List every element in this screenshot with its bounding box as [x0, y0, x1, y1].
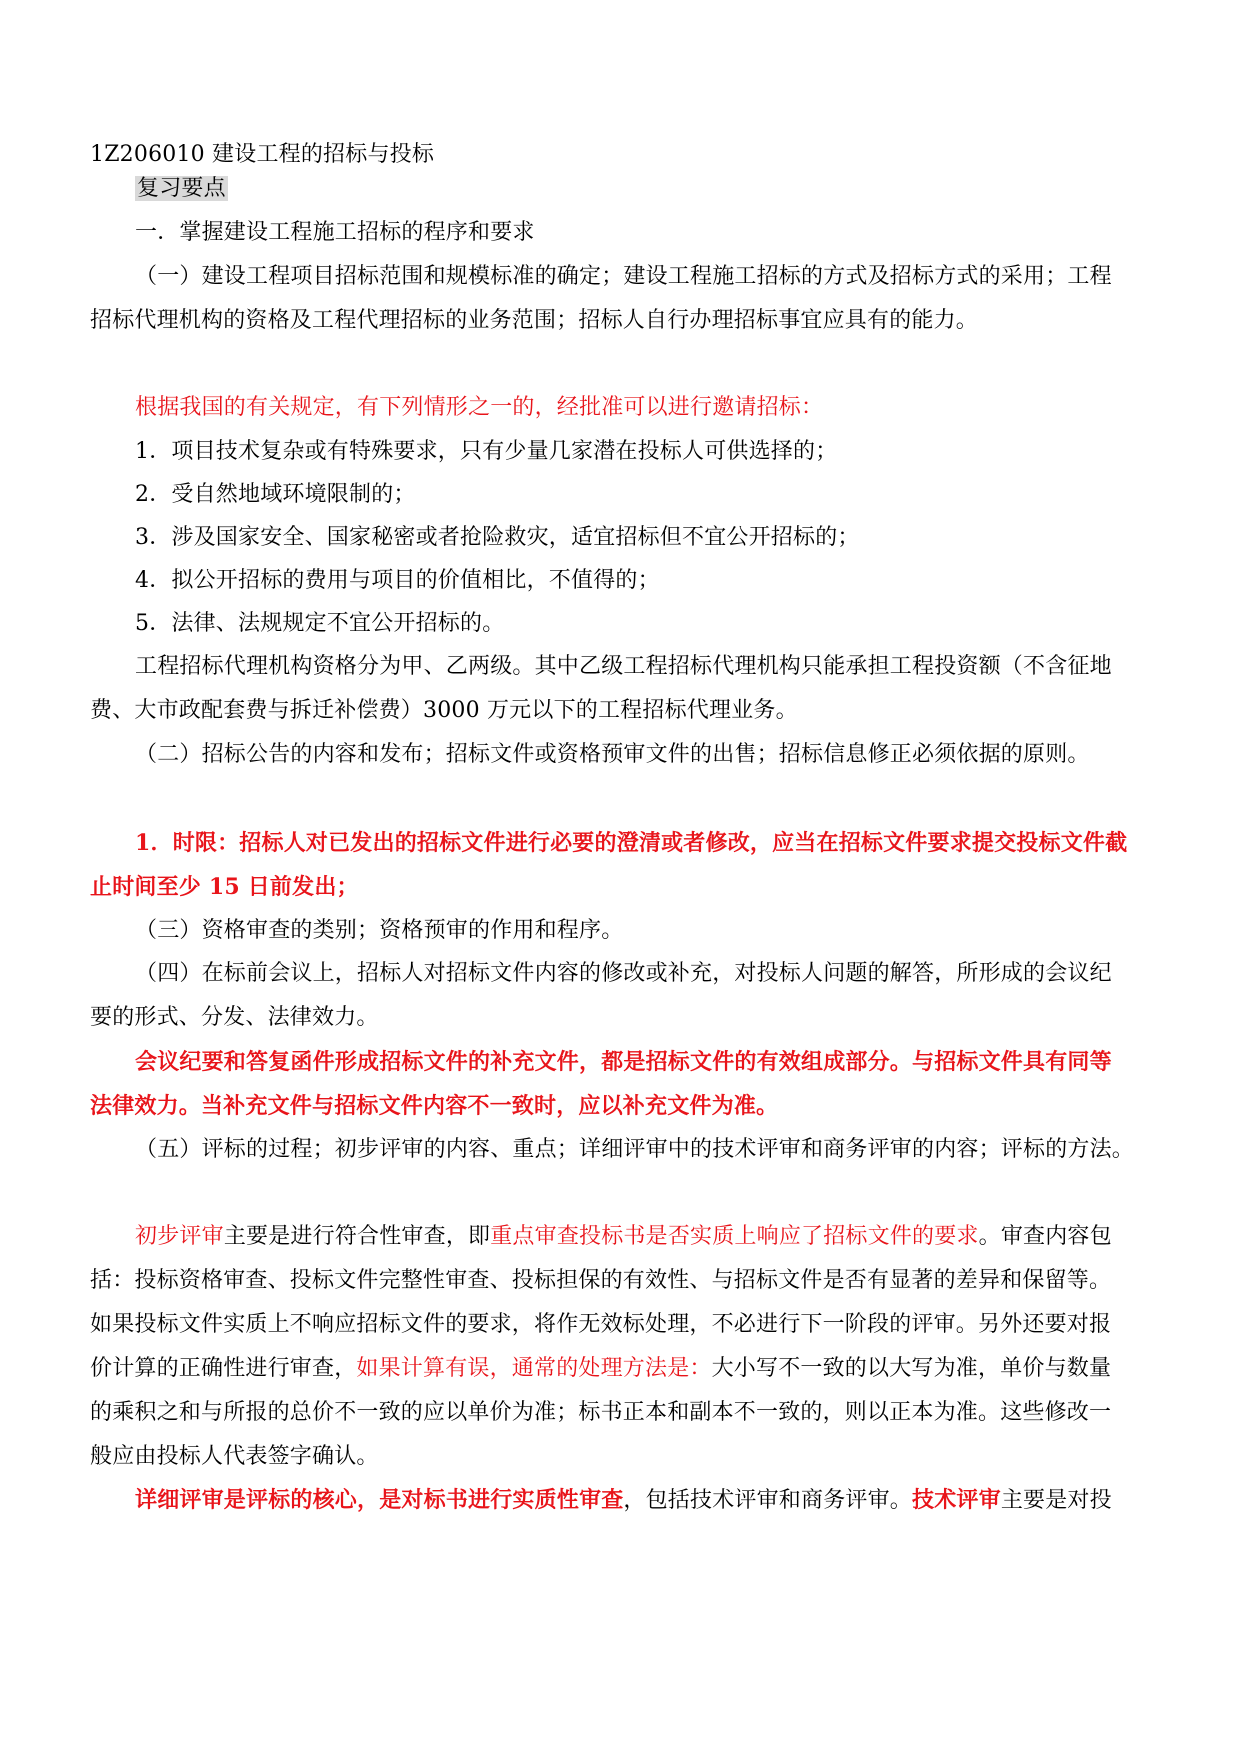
prelim-term: 初步评审 — [135, 1224, 224, 1249]
item-3: （三）资格审查的类别；资格预审的作用和程序。 — [135, 918, 624, 943]
list-item-3: 3．涉及国家安全、国家秘密或者抢险救灾，适宜招标但不宜公开招标的； — [135, 525, 860, 550]
prelim-text-3: 价计算的正确性进行审查， — [90, 1356, 357, 1381]
detail-text-1: ，包括技术评审和商务评审。 — [623, 1488, 913, 1513]
item-1-line-1: （一）建设工程项目招标范围和规模标准的确定；建设工程施工招标的方式及招标方式的采用；工程 — [135, 264, 1112, 289]
list-item-1: 1．项目技术复杂或有特殊要求，只有少量几家潜在投标人可供选择的； — [135, 439, 838, 464]
prelim-text-2: 。审查内容包 — [978, 1224, 1112, 1249]
item-1-line-2: 招标代理机构的资格及工程代理招标的业务范围；招标人自行办理招标事宜应具有的能力。 — [90, 308, 979, 333]
item-4-line-2: 要的形式、分发、法律效力。 — [90, 1005, 379, 1030]
prelim-text-1: 主要是进行符合性审查，即 — [223, 1224, 491, 1249]
review-points-line — [135, 174, 228, 204]
list-item-4: 4．拟公开招标的费用与项目的价值相比，不值得的； — [135, 568, 660, 593]
prelim-text-4: 大小写不一致的以大写为准，单价与数量 — [711, 1356, 1112, 1381]
minutes-line-2: 法律效力。当补充文件与招标文件内容不一致时，应以补充文件为准。 — [90, 1093, 779, 1119]
prelim-line-4 — [90, 1354, 1111, 1384]
agency-paragraph-line-2: 费、大市政配套费与拆迁补偿费）3000 万元以下的工程招标代理业务。 — [90, 698, 798, 723]
detail-core-statement: 详细评审是评标的核心，是对标书进行实质性审查 — [135, 1487, 624, 1513]
item-2: （二）招标公告的内容和发布；招标文件或资格预审文件的出售；招标信息修正必须依据的原则。 — [135, 742, 1090, 767]
detail-text-2: 主要是对投 — [1000, 1488, 1112, 1513]
deadline-line-1: 1．时限：招标人对已发出的招标文件进行必要的澄清或者修改，应当在招标文件要求提交投标文件截 — [135, 830, 1128, 856]
prelim-line-6: 般应由投标人代表签字确认。 — [90, 1444, 379, 1469]
prelim-error-handling: 如果计算有误，通常的处理方法是： — [356, 1356, 712, 1381]
prelim-line-3: 如果投标文件实质上不响应招标文件的要求，将作无效标处理，不必进行下一阶段的评审。另外还要对报 — [90, 1312, 1112, 1337]
invite-tender-heading: 根据我国的有关规定，有下列情形之一的，经批准可以进行邀请招标： — [135, 395, 824, 420]
list-item-2: 2．受自然地域环境限制的； — [135, 482, 416, 507]
review-points-heading: 复习要点 — [137, 176, 226, 201]
detail-tech-review: 技术评审 — [912, 1487, 1001, 1513]
minutes-line-1: 会议纪要和答复函件形成招标文件的补充文件，都是招标文件的有效组成部分。与招标文件具有同等 — [135, 1049, 1112, 1075]
detail-line-1 — [135, 1485, 1112, 1515]
prelim-line-5: 的乘积之和与所报的总价不一致的应以单价为准；标书正本和副本不一致的，则以正本为准。这些修改一 — [90, 1400, 1112, 1425]
doc-title: 1Z206010 建设工程的招标与投标 — [90, 142, 435, 167]
agency-paragraph-line-1: 工程招标代理机构资格分为甲、乙两级。其中乙级工程招标代理机构只能承担工程投资额（不含征地 — [135, 654, 1112, 679]
prelim-line-1 — [135, 1222, 1112, 1252]
prelim-line-2: 括：投标资格审查、投标文件完整性审查、投标担保的有效性、与招标文件是否有显著的差异和保留等。 — [90, 1268, 1112, 1293]
section-1-heading: 一．掌握建设工程施工招标的程序和要求 — [135, 220, 535, 245]
list-item-5: 5．法律、法规规定不宜公开招标的。 — [135, 611, 505, 636]
item-4-line-1: （四）在标前会议上，招标人对招标文件内容的修改或补充，对投标人问题的解答，所形成的会议纪 — [135, 961, 1112, 986]
prelim-emphasis: 重点审查投标书是否实质上响应了招标文件的要求 — [490, 1224, 979, 1249]
item-5: （五）评标的过程；初步评审的内容、重点；详细评审中的技术评审和商务评审的内容；评标的方法。 — [135, 1137, 1135, 1162]
deadline-line-2: 止时间至少 15 日前发出； — [90, 874, 359, 900]
